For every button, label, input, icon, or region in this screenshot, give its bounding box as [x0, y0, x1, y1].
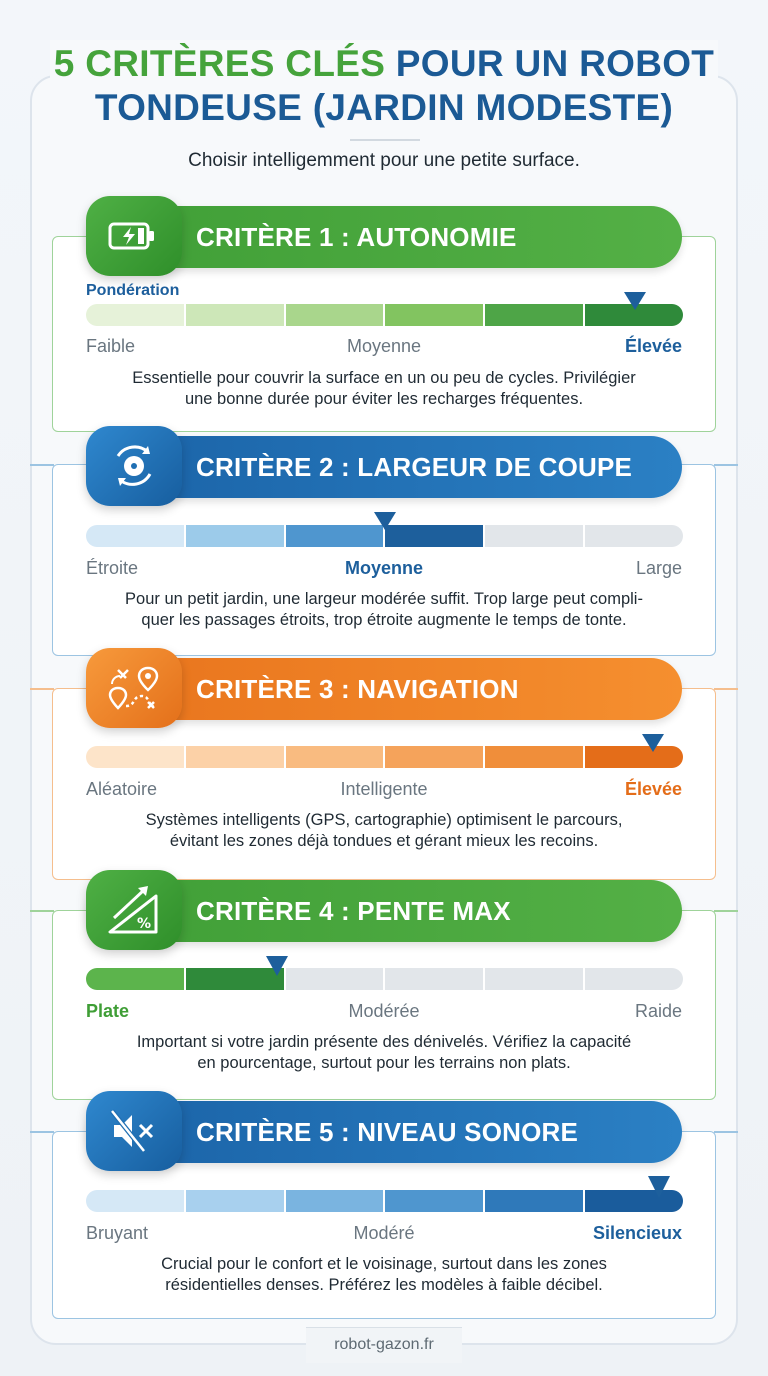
criterion-4-title: CRITÈRE 4 : PENTE MAX	[196, 896, 511, 926]
footer-website[interactable]: robot-gazon.fr	[334, 1336, 434, 1353]
criterion-3-scale-mid: Intelligente	[340, 779, 428, 799]
svg-text:%: %	[137, 916, 152, 932]
criterion-4-scale-low: Plate	[86, 1001, 130, 1021]
criterion-1-title: CRITÈRE 1 : AUTONOMIE	[196, 222, 517, 252]
criterion-4-marker	[266, 956, 288, 976]
title-green-part: 5 CRITÈRES CLÉS	[53, 43, 386, 84]
criterion-2-desc-line2: quer les passages étroits, trop étroite augmente le temps de tonte.	[141, 611, 627, 629]
criterion-2-scale-low: Étroite	[86, 558, 139, 578]
criterion-4-scale-bar	[86, 968, 683, 990]
gps-route-icon	[104, 658, 164, 718]
criterion-5-scale-high: Silencieux	[592, 1223, 682, 1243]
connector-line	[714, 910, 738, 912]
criterion-2-desc-line1: Pour un petit jardin, une largeur modérée suffit. Trop large peut compli-	[125, 590, 643, 608]
connector-line	[714, 688, 738, 690]
criterion-2-scale-mid: Moyenne	[344, 558, 423, 578]
criterion-1-scale-bar	[86, 304, 683, 326]
page-title	[0, 42, 768, 130]
criterion-5-scale-low: Bruyant	[86, 1223, 149, 1243]
criterion-5-scale-mid: Modéré	[353, 1223, 415, 1243]
criterion-3-title: CRITÈRE 3 : NAVIGATION	[196, 674, 519, 704]
criterion-1-description	[72, 368, 696, 410]
criterion-5-description	[72, 1254, 696, 1296]
criterion-3-icon-box	[86, 648, 182, 728]
criterion-4-scale-high: Raide	[634, 1001, 682, 1021]
criterion-3-scale-bar	[86, 746, 683, 768]
criterion-5-desc-line1: Crucial pour le confort et le voisinage, surtout dans les zones	[161, 1255, 607, 1273]
criterion-3-desc-line1: Systèmes intelligents (GPS, cartographie) optimisent le parcours,	[145, 811, 623, 829]
criterion-1-marker	[624, 292, 646, 310]
title-divider	[350, 139, 420, 141]
criterion-1-desc-line1: Essentielle pour couvrir la surface en un ou peu de cycles. Privilégier	[132, 369, 636, 387]
criterion-2-scale-high: Large	[635, 558, 682, 578]
title-line2: TONDEUSE (JARDIN MODESTE)	[94, 87, 674, 128]
criterion-3-desc-line2: évitant les zones déjà tondues et gérant mieux les recoins.	[169, 832, 599, 850]
connector-line	[30, 688, 54, 690]
criterion-1-icon-box	[86, 196, 182, 276]
criterion-1-scale-high: Élevée	[624, 336, 682, 356]
criterion-1-scale-mid: Moyenne	[346, 336, 422, 356]
criterion-2-icon-box	[86, 426, 182, 506]
slope-percent-icon	[104, 880, 164, 940]
criterion-2-marker	[374, 512, 396, 530]
weight-label: Pondération	[86, 282, 180, 299]
connector-line	[714, 1131, 738, 1133]
criterion-2-description	[72, 589, 696, 631]
connector-line	[30, 1131, 54, 1133]
speaker-mute-icon	[104, 1101, 164, 1161]
criterion-3-scale-high: Élevée	[624, 779, 682, 799]
criterion-5-marker	[648, 1176, 670, 1198]
criterion-4-icon-box	[86, 870, 182, 950]
connector-line	[714, 464, 738, 466]
blade-rotation-icon	[104, 436, 164, 496]
subtitle: Choisir intelligemment pour une petite surface.	[188, 150, 580, 171]
criterion-3-description	[72, 810, 696, 852]
battery-charging-icon	[104, 206, 164, 266]
criterion-5-desc-line2: résidentielles denses. Préférez les modèles à faible décibel.	[165, 1276, 603, 1294]
criterion-1-scale-low: Faible	[86, 336, 136, 356]
criterion-5-icon-box	[86, 1091, 182, 1171]
criterion-4-description	[72, 1032, 696, 1074]
criterion-3-scale-low: Aléatoire	[86, 779, 158, 799]
criterion-4-scale-mid: Modérée	[348, 1001, 420, 1021]
criterion-4-desc-line2: en pourcentage, surtout pour les terrains non plats.	[197, 1054, 571, 1072]
criterion-1-desc-line2: une bonne durée pour éviter les recharges fréquentes.	[184, 390, 584, 408]
title-blue-part: POUR UN ROBOT	[395, 43, 715, 84]
connector-line	[30, 464, 54, 466]
criterion-3-marker	[642, 734, 664, 752]
criterion-4-desc-line1: Important si votre jardin présente des dénivelés. Vérifiez la capacité	[136, 1033, 632, 1051]
connector-line	[30, 910, 54, 912]
criterion-5-scale-bar	[86, 1190, 683, 1212]
criterion-2-title: CRITÈRE 2 : LARGEUR DE COUPE	[196, 452, 633, 482]
criterion-5-title: CRITÈRE 5 : NIVEAU SONORE	[196, 1117, 579, 1147]
